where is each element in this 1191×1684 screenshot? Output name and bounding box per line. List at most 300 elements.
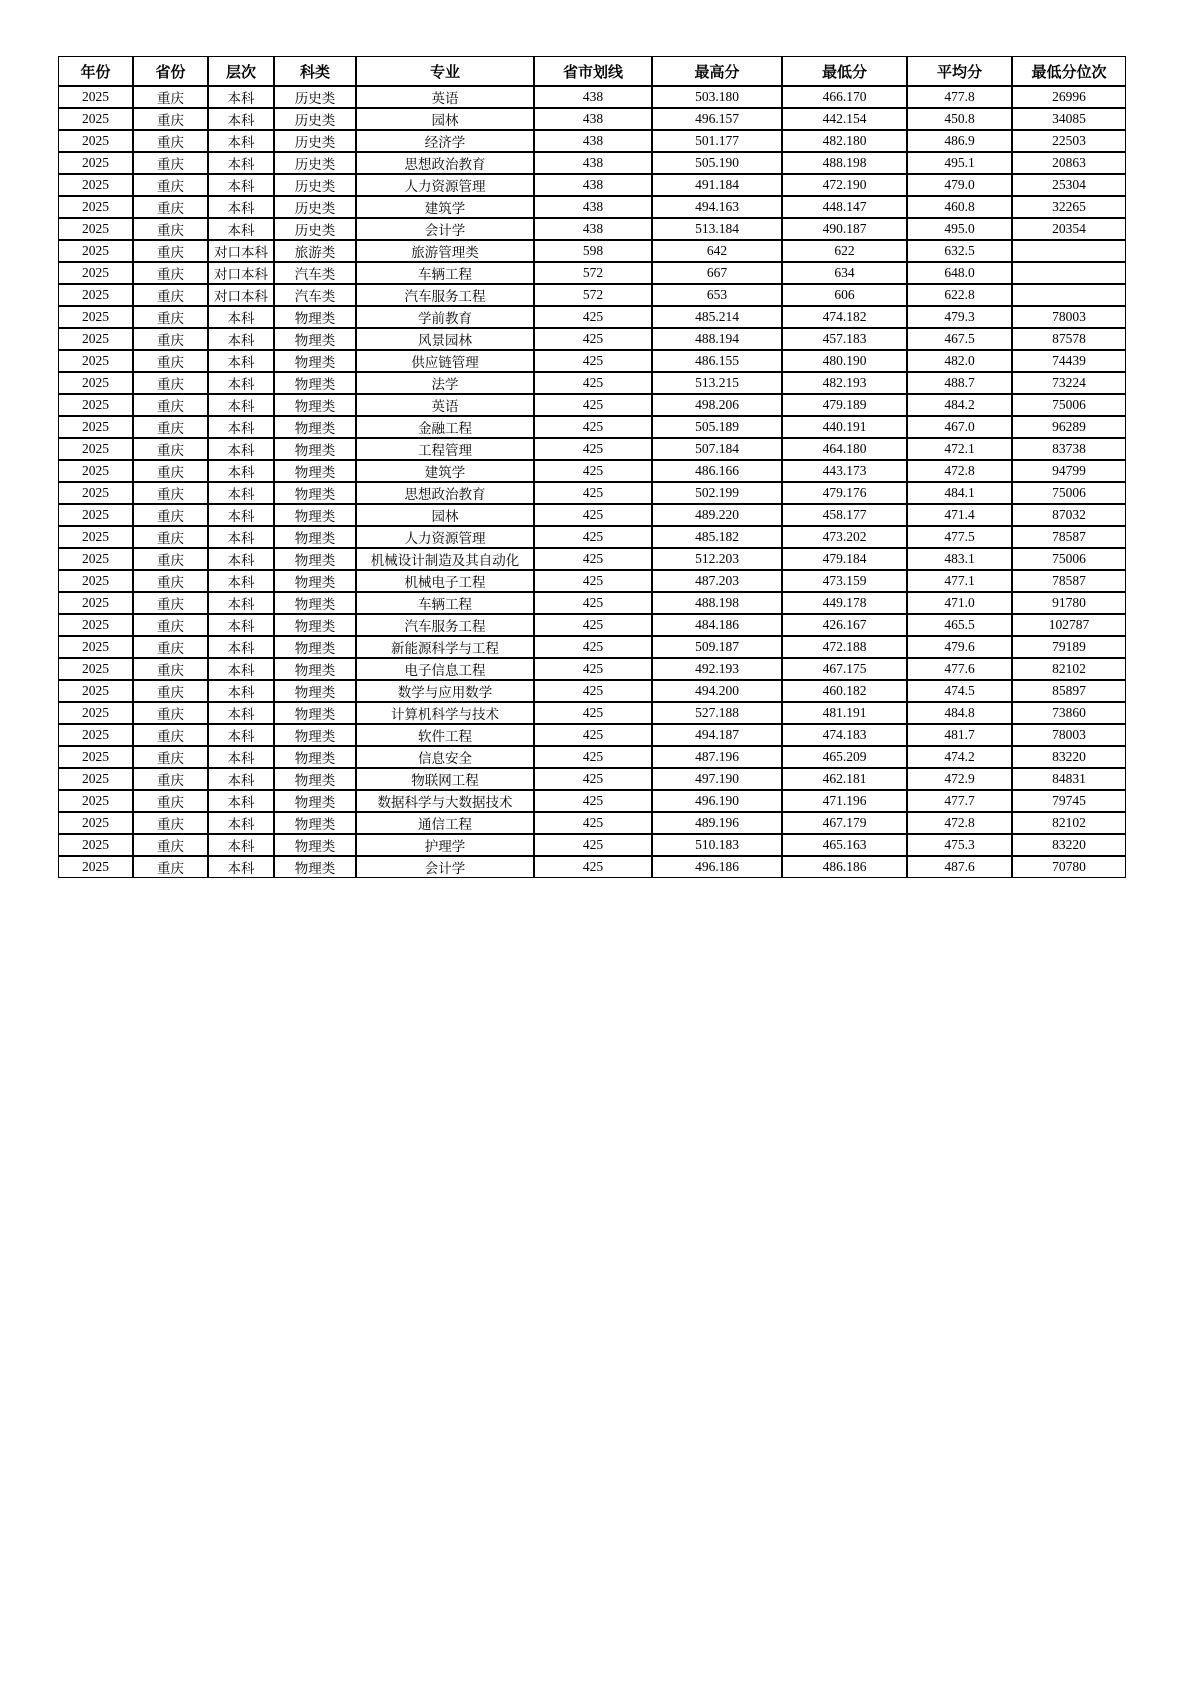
table-cell: 472.8 [907,460,1012,482]
table-cell: 人力资源管理 [356,526,534,548]
table-cell: 思想政治教育 [356,482,534,504]
table-cell: 487.6 [907,856,1012,878]
table-row [58,746,1126,768]
table-cell [1012,284,1126,306]
table-row [58,658,1126,680]
column-header: 年份 [58,56,133,86]
table-cell: 重庆 [133,174,208,196]
table-cell: 2025 [58,438,133,460]
table-cell: 2025 [58,130,133,152]
table-cell: 490.187 [782,218,907,240]
table-cell: 438 [534,86,652,108]
table-cell: 2025 [58,680,133,702]
table-cell: 本科 [208,724,274,746]
column-header: 平均分 [907,56,1012,86]
table-cell: 对口本科 [208,262,274,284]
table-cell: 2025 [58,240,133,262]
table-cell: 484.1 [907,482,1012,504]
table-cell: 本科 [208,86,274,108]
table-cell: 634 [782,262,907,284]
table-cell: 425 [534,680,652,702]
table-cell: 会计学 [356,218,534,240]
table-cell: 本科 [208,658,274,680]
column-header: 最高分 [652,56,782,86]
table-cell: 474.182 [782,306,907,328]
table-row [58,350,1126,372]
table-cell: 2025 [58,218,133,240]
table-cell: 软件工程 [356,724,534,746]
table-cell: 通信工程 [356,812,534,834]
table-cell: 467.175 [782,658,907,680]
table-cell: 466.170 [782,86,907,108]
table-cell: 2025 [58,394,133,416]
table-cell: 2025 [58,372,133,394]
table-cell: 25304 [1012,174,1126,196]
table-row [58,592,1126,614]
table-cell: 474.183 [782,724,907,746]
table-cell: 512.203 [652,548,782,570]
table-cell: 425 [534,812,652,834]
table-cell: 物理类 [274,680,356,702]
table-row [58,306,1126,328]
column-header: 专业 [356,56,534,86]
table-cell: 425 [534,372,652,394]
table-cell: 486.186 [782,856,907,878]
table-cell: 22503 [1012,130,1126,152]
table-cell: 2025 [58,702,133,724]
table-cell: 物理类 [274,636,356,658]
table-cell: 物理类 [274,724,356,746]
table-cell: 425 [534,570,652,592]
table-cell: 物理类 [274,790,356,812]
table-cell: 485.182 [652,526,782,548]
table-row [58,240,1126,262]
table-cell: 632.5 [907,240,1012,262]
table-cell: 479.3 [907,306,1012,328]
table-cell: 73224 [1012,372,1126,394]
table-cell: 494.163 [652,196,782,218]
table-cell: 425 [534,614,652,636]
table-cell: 502.199 [652,482,782,504]
table-cell: 475.3 [907,834,1012,856]
table-cell: 425 [534,724,652,746]
table-cell: 87578 [1012,328,1126,350]
table-cell: 2025 [58,152,133,174]
table-cell: 重庆 [133,812,208,834]
table-cell: 425 [534,526,652,548]
table-cell: 重庆 [133,504,208,526]
table-cell: 车辆工程 [356,262,534,284]
table-cell: 重庆 [133,834,208,856]
admission-scores-table [58,56,1126,878]
table-cell: 物理类 [274,504,356,526]
table-cell: 经济学 [356,130,534,152]
table-cell: 83220 [1012,746,1126,768]
table-cell: 本科 [208,680,274,702]
table-cell: 653 [652,284,782,306]
table-cell: 本科 [208,438,274,460]
table-cell: 物理类 [274,570,356,592]
table-cell: 482.180 [782,130,907,152]
table-cell: 本科 [208,504,274,526]
table-row [58,262,1126,284]
table-cell: 425 [534,460,652,482]
table-cell: 425 [534,834,652,856]
table-cell: 482.0 [907,350,1012,372]
table-cell: 本科 [208,152,274,174]
table-cell: 471.4 [907,504,1012,526]
table-cell: 438 [534,108,652,130]
table-cell: 82102 [1012,658,1126,680]
table-cell: 重庆 [133,460,208,482]
table-cell: 2025 [58,174,133,196]
table-cell: 606 [782,284,907,306]
table-row [58,636,1126,658]
table-cell: 465.209 [782,746,907,768]
table-cell: 物理类 [274,460,356,482]
table-cell: 风景园林 [356,328,534,350]
table-cell: 重庆 [133,548,208,570]
table-cell: 78587 [1012,570,1126,592]
table-cell: 重庆 [133,218,208,240]
table-cell: 473.159 [782,570,907,592]
table-cell: 重庆 [133,526,208,548]
table-cell: 对口本科 [208,240,274,262]
table-cell: 472.1 [907,438,1012,460]
table-row [58,218,1126,240]
table-row [58,174,1126,196]
table-cell: 本科 [208,636,274,658]
table-cell: 新能源科学与工程 [356,636,534,658]
table-cell: 442.154 [782,108,907,130]
table-cell: 34085 [1012,108,1126,130]
table-cell: 75006 [1012,394,1126,416]
table-cell: 2025 [58,746,133,768]
table-cell: 440.191 [782,416,907,438]
table-cell: 479.184 [782,548,907,570]
table-cell: 425 [534,328,652,350]
table-cell: 474.2 [907,746,1012,768]
table-row [58,86,1126,108]
table-cell: 护理学 [356,834,534,856]
table-cell: 438 [534,196,652,218]
table-cell: 513.215 [652,372,782,394]
table-cell: 本科 [208,856,274,878]
table-row [58,438,1126,460]
table-cell: 481.7 [907,724,1012,746]
table-cell: 2025 [58,328,133,350]
table-cell: 425 [534,856,652,878]
table-cell: 重庆 [133,856,208,878]
table-cell: 园林 [356,108,534,130]
table-row [58,790,1126,812]
table-cell: 2025 [58,614,133,636]
table-row [58,130,1126,152]
table-cell: 460.8 [907,196,1012,218]
table-cell: 本科 [208,130,274,152]
table-cell: 487.196 [652,746,782,768]
table-cell: 园林 [356,504,534,526]
table-cell: 425 [534,768,652,790]
table-row [58,526,1126,548]
table-cell: 汽车类 [274,262,356,284]
table-cell: 486.166 [652,460,782,482]
table-cell: 513.184 [652,218,782,240]
table-cell: 汽车类 [274,284,356,306]
table-cell: 505.189 [652,416,782,438]
table-cell: 重庆 [133,108,208,130]
table-cell: 79189 [1012,636,1126,658]
table-cell: 物理类 [274,306,356,328]
table-cell: 477.7 [907,790,1012,812]
table-cell: 84831 [1012,768,1126,790]
table-cell: 425 [534,416,652,438]
table-cell: 496.186 [652,856,782,878]
table-cell: 74439 [1012,350,1126,372]
table-cell: 572 [534,262,652,284]
table-cell: 重庆 [133,306,208,328]
table-cell: 重庆 [133,240,208,262]
table-cell: 648.0 [907,262,1012,284]
table-cell: 2025 [58,768,133,790]
table-cell: 425 [534,658,652,680]
table-cell: 历史类 [274,86,356,108]
table-cell: 重庆 [133,570,208,592]
table-cell: 75006 [1012,482,1126,504]
table-cell: 对口本科 [208,284,274,306]
table-cell: 425 [534,790,652,812]
table-cell: 英语 [356,86,534,108]
table-cell: 物理类 [274,856,356,878]
table-cell: 425 [534,438,652,460]
table-cell: 494.187 [652,724,782,746]
table-cell [1012,240,1126,262]
table-cell: 计算机科学与技术 [356,702,534,724]
table-row [58,460,1126,482]
table-cell: 20354 [1012,218,1126,240]
table-cell: 重庆 [133,724,208,746]
table-cell: 425 [534,746,652,768]
table-cell: 2025 [58,570,133,592]
table-cell: 487.203 [652,570,782,592]
table-cell: 2025 [58,834,133,856]
table-cell: 历史类 [274,152,356,174]
table-cell: 472.188 [782,636,907,658]
table-cell: 425 [534,482,652,504]
table-cell: 2025 [58,658,133,680]
column-header: 科类 [274,56,356,86]
table-cell: 旅游管理类 [356,240,534,262]
table-row [58,152,1126,174]
table-cell: 2025 [58,812,133,834]
table-cell: 物理类 [274,438,356,460]
table-cell: 供应链管理 [356,350,534,372]
table-cell: 572 [534,284,652,306]
table-cell: 471.0 [907,592,1012,614]
column-header: 最低分 [782,56,907,86]
table-cell: 472.190 [782,174,907,196]
table-row [58,834,1126,856]
table-cell: 477.1 [907,570,1012,592]
table-cell: 465.163 [782,834,907,856]
table-cell: 物理类 [274,372,356,394]
table-row [58,284,1126,306]
table-cell: 物理类 [274,328,356,350]
table-row [58,196,1126,218]
table-cell: 本科 [208,196,274,218]
table-cell: 本科 [208,350,274,372]
table-cell: 438 [534,218,652,240]
table-cell: 历史类 [274,218,356,240]
table-cell: 472.9 [907,768,1012,790]
table-cell: 83738 [1012,438,1126,460]
table-cell: 本科 [208,372,274,394]
table-cell: 598 [534,240,652,262]
table-cell: 78003 [1012,306,1126,328]
table-body [58,86,1126,878]
table-cell: 489.220 [652,504,782,526]
table-cell: 重庆 [133,130,208,152]
table-cell: 重庆 [133,768,208,790]
table-cell: 工程管理 [356,438,534,460]
table-cell: 2025 [58,504,133,526]
table-cell: 425 [534,504,652,526]
table-cell: 477.8 [907,86,1012,108]
table-row [58,702,1126,724]
table-cell: 473.202 [782,526,907,548]
table-cell: 重庆 [133,284,208,306]
table-cell: 2025 [58,262,133,284]
table-cell: 重庆 [133,658,208,680]
table-cell: 91780 [1012,592,1126,614]
table-cell: 438 [534,152,652,174]
table-cell: 重庆 [133,790,208,812]
table-cell: 458.177 [782,504,907,526]
table-cell: 501.177 [652,130,782,152]
table-cell: 本科 [208,834,274,856]
table-cell: 425 [534,592,652,614]
table-cell: 历史类 [274,174,356,196]
table-cell: 车辆工程 [356,592,534,614]
table-cell: 467.5 [907,328,1012,350]
table-cell: 人力资源管理 [356,174,534,196]
table-cell: 480.190 [782,350,907,372]
table-cell: 重庆 [133,196,208,218]
table-cell: 479.0 [907,174,1012,196]
table-cell: 488.198 [652,592,782,614]
table-cell: 本科 [208,592,274,614]
table-cell: 438 [534,130,652,152]
table-cell: 96289 [1012,416,1126,438]
table-cell: 481.191 [782,702,907,724]
table-cell [1012,262,1126,284]
table-cell: 物理类 [274,746,356,768]
table-cell: 物理类 [274,350,356,372]
table-cell: 重庆 [133,416,208,438]
table-cell: 英语 [356,394,534,416]
table-cell: 物理类 [274,834,356,856]
table-cell: 489.196 [652,812,782,834]
table-cell: 507.184 [652,438,782,460]
table-cell: 20863 [1012,152,1126,174]
table-cell: 本科 [208,702,274,724]
table-cell: 474.5 [907,680,1012,702]
table-cell: 32265 [1012,196,1126,218]
table-cell: 505.190 [652,152,782,174]
table-cell: 495.0 [907,218,1012,240]
table-cell: 重庆 [133,438,208,460]
table-cell: 2025 [58,108,133,130]
table-cell: 495.1 [907,152,1012,174]
table-cell: 527.188 [652,702,782,724]
table-row [58,724,1126,746]
table-cell: 497.190 [652,768,782,790]
table-cell: 本科 [208,812,274,834]
table-cell: 本科 [208,328,274,350]
table-cell: 425 [534,306,652,328]
table-cell: 479.176 [782,482,907,504]
table-cell: 重庆 [133,394,208,416]
column-header: 省份 [133,56,208,86]
table-row [58,614,1126,636]
table-cell: 450.8 [907,108,1012,130]
table-cell: 物理类 [274,658,356,680]
table-cell: 467.0 [907,416,1012,438]
table-cell: 2025 [58,482,133,504]
table-cell: 金融工程 [356,416,534,438]
table-cell: 622 [782,240,907,262]
table-cell: 建筑学 [356,196,534,218]
table-cell: 642 [652,240,782,262]
table-cell: 物理类 [274,394,356,416]
table-cell: 本科 [208,548,274,570]
table-cell: 重庆 [133,592,208,614]
table-cell: 物理类 [274,768,356,790]
table-cell: 2025 [58,856,133,878]
table-cell: 484.186 [652,614,782,636]
table-cell: 667 [652,262,782,284]
column-header: 层次 [208,56,274,86]
table-cell: 438 [534,174,652,196]
table-cell: 462.181 [782,768,907,790]
table-cell: 汽车服务工程 [356,284,534,306]
table-cell: 重庆 [133,328,208,350]
table-cell: 物理类 [274,482,356,504]
table-cell: 484.2 [907,394,1012,416]
table-cell: 496.190 [652,790,782,812]
table-cell: 物理类 [274,812,356,834]
table-cell: 2025 [58,350,133,372]
table-cell: 重庆 [133,152,208,174]
table-row [58,372,1126,394]
table-row [58,108,1126,130]
table-cell: 物理类 [274,702,356,724]
table-cell: 历史类 [274,108,356,130]
table-cell: 2025 [58,592,133,614]
table-cell: 学前教育 [356,306,534,328]
table-cell: 2025 [58,636,133,658]
header-row [58,56,1126,86]
table-cell: 本科 [208,108,274,130]
table-cell: 本科 [208,614,274,636]
table-cell: 重庆 [133,614,208,636]
table-cell: 2025 [58,196,133,218]
table-cell: 448.147 [782,196,907,218]
table-cell: 本科 [208,218,274,240]
table-cell: 法学 [356,372,534,394]
table-cell: 物理类 [274,614,356,636]
table-cell: 本科 [208,526,274,548]
